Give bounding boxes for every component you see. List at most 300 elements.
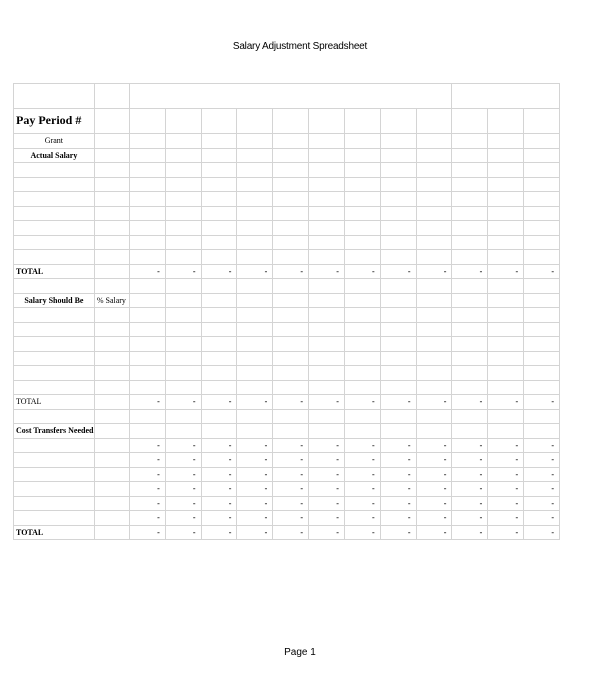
cell[interactable] [94, 163, 129, 178]
cell[interactable] [94, 511, 129, 526]
value-cell[interactable] [344, 525, 380, 540]
cell[interactable] [237, 134, 273, 149]
cell[interactable] [14, 84, 95, 109]
cell[interactable] [94, 438, 129, 453]
cell[interactable] [94, 148, 129, 163]
value-cell[interactable] [273, 438, 309, 453]
row-label-cell[interactable] [14, 453, 95, 468]
value-cell[interactable] [488, 438, 524, 453]
cell[interactable] [344, 148, 380, 163]
value-cell[interactable] [129, 525, 165, 540]
cell[interactable] [309, 109, 345, 134]
value-cell[interactable] [380, 467, 416, 482]
value-cell[interactable] [416, 467, 452, 482]
value-cell[interactable] [201, 395, 237, 410]
cell[interactable] [237, 221, 273, 236]
cell[interactable] [488, 192, 524, 207]
cell[interactable] [165, 192, 201, 207]
cell[interactable] [237, 177, 273, 192]
cell[interactable] [94, 322, 129, 337]
cell[interactable] [344, 235, 380, 250]
value-cell[interactable] [452, 511, 488, 526]
value-cell[interactable] [201, 511, 237, 526]
cell[interactable] [165, 250, 201, 265]
value-cell[interactable] [344, 482, 380, 497]
cell[interactable] [237, 163, 273, 178]
cell[interactable] [273, 366, 309, 381]
cell[interactable] [488, 409, 524, 424]
cell[interactable] [165, 308, 201, 323]
value-cell[interactable] [309, 395, 345, 410]
value-cell[interactable] [452, 453, 488, 468]
cell[interactable] [273, 250, 309, 265]
cell[interactable] [94, 206, 129, 221]
cell[interactable] [273, 109, 309, 134]
row-label-cell[interactable] [14, 366, 95, 381]
cell[interactable] [129, 221, 165, 236]
cell[interactable] [452, 250, 488, 265]
cell[interactable] [488, 250, 524, 265]
value-cell[interactable] [344, 496, 380, 511]
cell[interactable] [129, 409, 165, 424]
cell[interactable] [237, 337, 273, 352]
value-cell[interactable] [488, 395, 524, 410]
value-cell[interactable] [524, 438, 560, 453]
row-label-cell[interactable] [14, 525, 95, 540]
cell[interactable] [94, 351, 129, 366]
cell[interactable] [273, 279, 309, 294]
cell[interactable] [201, 366, 237, 381]
value-cell[interactable] [380, 496, 416, 511]
cell[interactable] [380, 109, 416, 134]
cell[interactable] [94, 279, 129, 294]
value-cell[interactable] [129, 511, 165, 526]
value-cell[interactable] [165, 525, 201, 540]
cell[interactable] [129, 206, 165, 221]
cell[interactable] [380, 177, 416, 192]
row-label-cell[interactable] [14, 206, 95, 221]
cell[interactable] [524, 380, 560, 395]
cell[interactable] [309, 380, 345, 395]
value-cell[interactable] [201, 264, 237, 279]
cell[interactable] [452, 409, 488, 424]
row-label-cell[interactable] [14, 395, 95, 410]
value-cell[interactable] [524, 525, 560, 540]
cell[interactable] [380, 380, 416, 395]
row-label-cell[interactable] [14, 235, 95, 250]
cell[interactable] [452, 163, 488, 178]
cell[interactable] [380, 192, 416, 207]
cell[interactable] [237, 148, 273, 163]
row-label-cell[interactable] [14, 177, 95, 192]
cell[interactable] [237, 250, 273, 265]
cell[interactable] [416, 322, 452, 337]
row-label-cell[interactable] [14, 279, 95, 294]
value-cell[interactable] [488, 496, 524, 511]
cell[interactable] [129, 163, 165, 178]
cell[interactable] [165, 424, 201, 439]
cell[interactable] [201, 250, 237, 265]
cell[interactable] [309, 134, 345, 149]
cell[interactable] [416, 221, 452, 236]
value-cell[interactable] [416, 525, 452, 540]
cell[interactable] [201, 206, 237, 221]
cell[interactable] [309, 177, 345, 192]
value-cell[interactable] [416, 264, 452, 279]
value-cell[interactable] [380, 511, 416, 526]
cell[interactable] [273, 206, 309, 221]
cell[interactable] [524, 279, 560, 294]
cell[interactable] [380, 308, 416, 323]
cell[interactable] [416, 163, 452, 178]
cell[interactable] [344, 380, 380, 395]
cell[interactable] [94, 380, 129, 395]
cell[interactable] [344, 409, 380, 424]
value-cell[interactable] [237, 264, 273, 279]
value-cell[interactable] [309, 525, 345, 540]
value-cell[interactable] [488, 264, 524, 279]
cell[interactable] [380, 337, 416, 352]
cell[interactable] [94, 221, 129, 236]
cell[interactable] [201, 279, 237, 294]
cell[interactable] [488, 163, 524, 178]
value-cell[interactable] [380, 395, 416, 410]
cell[interactable] [273, 308, 309, 323]
cell[interactable] [129, 366, 165, 381]
value-cell[interactable] [488, 467, 524, 482]
cell[interactable] [94, 496, 129, 511]
cell[interactable] [452, 148, 488, 163]
cell[interactable] [488, 221, 524, 236]
row-label-cell[interactable] [14, 482, 95, 497]
value-cell[interactable] [273, 496, 309, 511]
cell[interactable] [94, 250, 129, 265]
value-cell[interactable] [309, 453, 345, 468]
value-cell[interactable] [452, 482, 488, 497]
value-cell[interactable] [452, 438, 488, 453]
cell[interactable] [309, 322, 345, 337]
value-cell[interactable] [129, 496, 165, 511]
value-cell[interactable] [488, 482, 524, 497]
value-cell[interactable] [165, 395, 201, 410]
value-cell[interactable] [165, 482, 201, 497]
value-cell[interactable] [129, 453, 165, 468]
cell[interactable] [344, 109, 380, 134]
cell[interactable] [129, 134, 165, 149]
row-label-cell[interactable] [14, 322, 95, 337]
cell[interactable] [129, 308, 165, 323]
cell[interactable] [237, 351, 273, 366]
cell[interactable] [380, 206, 416, 221]
value-cell[interactable] [452, 525, 488, 540]
row-label-cell[interactable] [14, 148, 95, 163]
value-cell[interactable] [237, 525, 273, 540]
cell[interactable] [237, 192, 273, 207]
cell[interactable] [273, 148, 309, 163]
value-cell[interactable] [237, 453, 273, 468]
value-cell[interactable] [201, 453, 237, 468]
value-cell[interactable] [309, 438, 345, 453]
cell[interactable] [94, 109, 129, 134]
cell[interactable] [452, 337, 488, 352]
cell[interactable] [309, 409, 345, 424]
cell[interactable] [488, 279, 524, 294]
value-cell[interactable] [309, 511, 345, 526]
value-cell[interactable] [129, 395, 165, 410]
cell[interactable] [452, 206, 488, 221]
value-cell[interactable] [129, 467, 165, 482]
value-cell[interactable] [201, 496, 237, 511]
value-cell[interactable] [273, 453, 309, 468]
cell[interactable] [452, 221, 488, 236]
cell[interactable] [344, 293, 380, 308]
value-cell[interactable] [524, 511, 560, 526]
value-cell[interactable] [237, 467, 273, 482]
cell[interactable] [416, 409, 452, 424]
cell[interactable] [94, 264, 129, 279]
value-cell[interactable] [344, 264, 380, 279]
cell[interactable] [416, 351, 452, 366]
row-label-cell[interactable] [14, 308, 95, 323]
value-cell[interactable] [237, 482, 273, 497]
cell[interactable] [201, 235, 237, 250]
cell[interactable] [201, 148, 237, 163]
cell[interactable] [416, 109, 452, 134]
value-cell[interactable] [273, 467, 309, 482]
cell[interactable] [94, 482, 129, 497]
cell[interactable] [524, 308, 560, 323]
row-label-cell[interactable] [14, 293, 95, 308]
value-cell[interactable] [416, 482, 452, 497]
value-cell[interactable] [344, 511, 380, 526]
cell[interactable] [380, 424, 416, 439]
cell[interactable] [380, 279, 416, 294]
cell[interactable] [94, 409, 129, 424]
cell[interactable] [344, 250, 380, 265]
cell[interactable] [94, 424, 129, 439]
cell[interactable] [488, 293, 524, 308]
cell[interactable] [201, 134, 237, 149]
cell[interactable] [237, 424, 273, 439]
cell[interactable] [416, 177, 452, 192]
cell[interactable] [524, 163, 560, 178]
cell[interactable] [380, 409, 416, 424]
row-label-cell[interactable] [14, 163, 95, 178]
cell[interactable] [94, 525, 129, 540]
cell[interactable] [344, 192, 380, 207]
cell[interactable] [201, 192, 237, 207]
cell[interactable] [488, 366, 524, 381]
value-cell[interactable] [165, 467, 201, 482]
cell[interactable] [201, 293, 237, 308]
cell[interactable] [524, 366, 560, 381]
cell[interactable] [344, 279, 380, 294]
cell[interactable] [524, 221, 560, 236]
value-cell[interactable] [344, 438, 380, 453]
row-label-cell[interactable] [14, 221, 95, 236]
value-cell[interactable] [344, 395, 380, 410]
cell[interactable] [524, 109, 560, 134]
cell[interactable] [165, 134, 201, 149]
cell[interactable] [94, 395, 129, 410]
value-cell[interactable] [380, 453, 416, 468]
cell[interactable] [237, 279, 273, 294]
value-cell[interactable] [309, 467, 345, 482]
cell[interactable] [129, 148, 165, 163]
cell[interactable] [165, 293, 201, 308]
cell[interactable] [416, 293, 452, 308]
value-cell[interactable] [380, 525, 416, 540]
cell[interactable] [201, 337, 237, 352]
cell[interactable] [273, 177, 309, 192]
cell[interactable] [129, 322, 165, 337]
cell[interactable] [488, 134, 524, 149]
cell[interactable] [273, 235, 309, 250]
cell[interactable] [201, 409, 237, 424]
value-cell[interactable] [273, 511, 309, 526]
cell[interactable] [273, 409, 309, 424]
value-cell[interactable] [129, 482, 165, 497]
cell[interactable] [309, 279, 345, 294]
cell[interactable] [452, 351, 488, 366]
cell[interactable] [416, 366, 452, 381]
cell[interactable] [129, 380, 165, 395]
cell[interactable] [524, 235, 560, 250]
cell[interactable] [488, 337, 524, 352]
cell[interactable] [237, 308, 273, 323]
cell[interactable] [344, 351, 380, 366]
cell[interactable] [94, 366, 129, 381]
cell[interactable] [488, 308, 524, 323]
cell[interactable] [416, 192, 452, 207]
header-merged-cell[interactable] [129, 84, 452, 109]
cell[interactable] [344, 366, 380, 381]
value-cell[interactable] [237, 511, 273, 526]
cell[interactable] [452, 192, 488, 207]
cell[interactable] [94, 308, 129, 323]
cell[interactable] [524, 409, 560, 424]
cell[interactable] [452, 177, 488, 192]
value-cell[interactable] [344, 453, 380, 468]
value-cell[interactable] [488, 453, 524, 468]
cell[interactable] [273, 221, 309, 236]
value-cell[interactable] [165, 264, 201, 279]
cell[interactable] [488, 235, 524, 250]
cell[interactable] [201, 351, 237, 366]
cell[interactable] [309, 235, 345, 250]
cell[interactable] [273, 351, 309, 366]
cell[interactable] [488, 148, 524, 163]
cell[interactable] [129, 424, 165, 439]
cell[interactable] [165, 351, 201, 366]
cell[interactable] [309, 293, 345, 308]
value-cell[interactable] [273, 395, 309, 410]
cell[interactable] [452, 134, 488, 149]
value-cell[interactable] [273, 525, 309, 540]
cell[interactable] [165, 109, 201, 134]
cell[interactable] [380, 351, 416, 366]
cell[interactable] [344, 424, 380, 439]
value-cell[interactable] [237, 395, 273, 410]
cell[interactable] [380, 148, 416, 163]
cell[interactable] [129, 351, 165, 366]
cell[interactable] [380, 134, 416, 149]
cell[interactable] [237, 409, 273, 424]
cell[interactable] [165, 163, 201, 178]
cell[interactable] [309, 163, 345, 178]
cell[interactable] [273, 337, 309, 352]
cell[interactable] [129, 109, 165, 134]
cell[interactable] [416, 206, 452, 221]
cell[interactable] [344, 177, 380, 192]
cell[interactable] [94, 337, 129, 352]
cell[interactable] [129, 279, 165, 294]
cell[interactable] [201, 221, 237, 236]
cell[interactable] [309, 366, 345, 381]
cell[interactable] [129, 337, 165, 352]
cell[interactable] [344, 134, 380, 149]
cell[interactable] [201, 380, 237, 395]
value-cell[interactable] [273, 482, 309, 497]
value-cell[interactable] [416, 395, 452, 410]
value-cell[interactable] [416, 511, 452, 526]
cell[interactable] [94, 235, 129, 250]
row-label-cell[interactable] [14, 424, 95, 439]
cell[interactable] [165, 206, 201, 221]
cell[interactable] [129, 250, 165, 265]
cell[interactable] [524, 351, 560, 366]
cell[interactable] [416, 148, 452, 163]
cell[interactable] [524, 424, 560, 439]
cell[interactable] [452, 235, 488, 250]
cell[interactable] [237, 293, 273, 308]
cell[interactable] [165, 409, 201, 424]
cell[interactable] [201, 308, 237, 323]
cell[interactable] [165, 221, 201, 236]
cell[interactable] [309, 337, 345, 352]
cell[interactable] [380, 366, 416, 381]
cell[interactable] [237, 322, 273, 337]
value-cell[interactable] [452, 395, 488, 410]
cell[interactable] [488, 109, 524, 134]
value-cell[interactable] [416, 496, 452, 511]
row-label-cell[interactable] [14, 264, 95, 279]
cell[interactable] [165, 380, 201, 395]
value-cell[interactable] [380, 482, 416, 497]
cell[interactable] [201, 322, 237, 337]
cell[interactable] [380, 163, 416, 178]
value-cell[interactable] [524, 496, 560, 511]
cell[interactable] [380, 322, 416, 337]
cell[interactable] [344, 322, 380, 337]
value-cell[interactable] [524, 467, 560, 482]
cell[interactable] [273, 380, 309, 395]
value-cell[interactable] [524, 482, 560, 497]
cell[interactable] [273, 293, 309, 308]
value-cell[interactable] [309, 264, 345, 279]
cell[interactable] [273, 322, 309, 337]
cell[interactable] [488, 424, 524, 439]
value-cell[interactable] [129, 264, 165, 279]
value-cell[interactable] [416, 438, 452, 453]
value-cell[interactable] [129, 438, 165, 453]
value-cell[interactable] [165, 438, 201, 453]
value-cell[interactable] [524, 453, 560, 468]
value-cell[interactable] [524, 264, 560, 279]
value-cell[interactable] [488, 525, 524, 540]
cell[interactable] [416, 279, 452, 294]
cell[interactable] [165, 235, 201, 250]
